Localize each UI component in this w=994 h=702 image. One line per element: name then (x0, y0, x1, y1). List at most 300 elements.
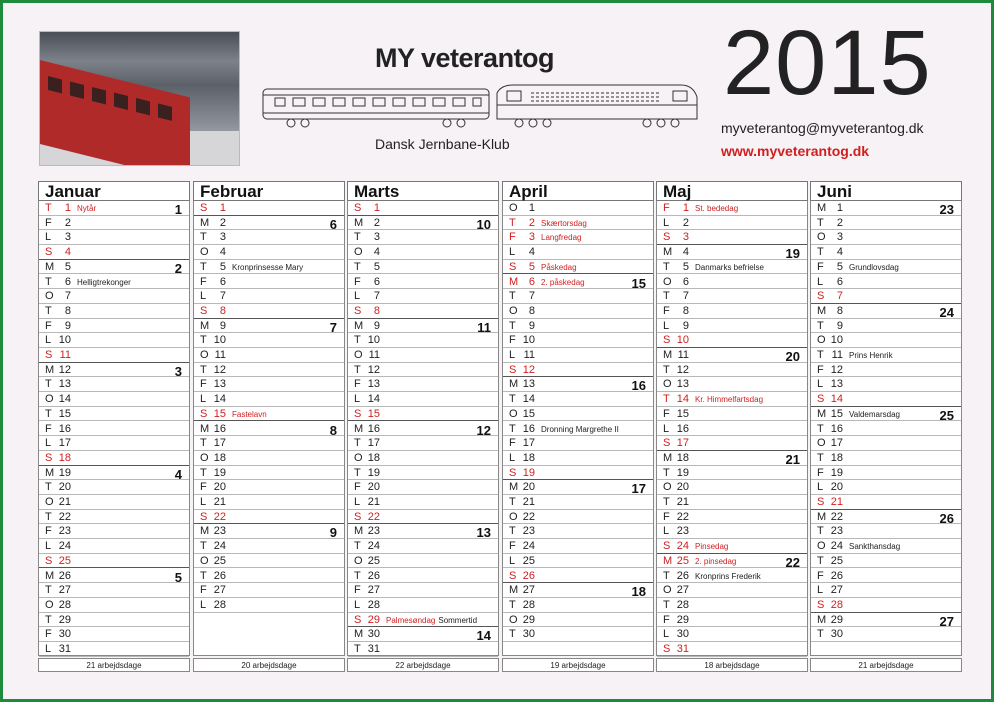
week-number: 17 (631, 481, 646, 497)
holiday-name: Sommertid (438, 615, 478, 625)
day-number: 25 (676, 554, 689, 567)
day-number: 13 (58, 378, 71, 391)
day-list (656, 201, 808, 656)
day-row (348, 451, 498, 466)
weekday-letter: S (354, 510, 362, 523)
holiday-label (849, 408, 900, 422)
week-number: 5 (174, 569, 182, 585)
day-row (503, 363, 653, 378)
workdays-count: 20 arbejdsdage (193, 658, 345, 672)
day-number: 30 (830, 628, 843, 641)
day-row (194, 275, 344, 290)
day-number: 21 (213, 496, 226, 508)
day-number: 28 (676, 598, 689, 611)
day-row (348, 289, 498, 304)
weekday-letter: T (817, 525, 824, 538)
day-number: 3 (682, 231, 689, 244)
weekday-letter: S (45, 246, 53, 259)
holiday-label (695, 393, 763, 407)
day-row (503, 201, 653, 216)
day-row (811, 451, 961, 466)
holiday-label (695, 261, 764, 275)
day-row (503, 304, 653, 319)
weekday-letter: M (354, 628, 364, 641)
day-row (194, 289, 344, 304)
day-number: 25 (830, 554, 843, 567)
day-number: 18 (58, 451, 71, 464)
weekday-letter: T (45, 584, 52, 597)
weekday-letter: O (509, 613, 518, 626)
day-number: 11 (677, 349, 689, 361)
day-row (39, 216, 189, 231)
day-row (39, 436, 189, 451)
day-row (194, 598, 344, 613)
holiday-name: Palmesøndag (386, 615, 436, 625)
weekday-letter: L (45, 437, 52, 450)
weekday-letter: S (817, 393, 825, 406)
day-number: 4 (682, 246, 689, 259)
day-row (39, 407, 189, 422)
day-number: 15 (522, 407, 535, 420)
day-number: 11 (831, 349, 843, 361)
day-number: 9 (682, 319, 689, 332)
week-number: 26 (939, 510, 954, 526)
day-row (194, 539, 344, 554)
day-row (194, 422, 344, 437)
day-row (39, 275, 189, 290)
weekday-letter: T (200, 569, 207, 582)
day-row (348, 627, 498, 642)
weekday-letter: T (817, 422, 824, 435)
weekday-letter: T (354, 334, 361, 347)
day-number: 18 (522, 451, 535, 464)
holiday-name: Skærtorsdag (541, 218, 587, 228)
weekday-letter: S (354, 202, 362, 214)
day-number: 10 (58, 334, 71, 347)
weekday-letter: O (663, 481, 672, 494)
day-number: 28 (830, 598, 843, 611)
day-row (348, 333, 498, 348)
day-row (657, 377, 807, 392)
day-row (503, 377, 653, 392)
day-row (39, 363, 189, 378)
day-row (811, 216, 961, 231)
email-address[interactable]: myveterantog@myveterantog.dk (721, 120, 924, 136)
day-row (503, 230, 653, 245)
day-number: 23 (676, 525, 689, 538)
day-number: 8 (64, 304, 71, 317)
weekday-letter: M (509, 275, 519, 288)
day-row (348, 230, 498, 245)
weekday-letter: F (200, 481, 207, 494)
day-number: 7 (64, 290, 71, 303)
weekday-letter: F (663, 202, 670, 214)
weekday-letter: T (354, 466, 361, 479)
day-row (39, 392, 189, 407)
day-number: 27 (676, 584, 689, 597)
day-list (502, 201, 654, 656)
weekday-letter: O (509, 407, 518, 420)
day-number: 22 (213, 510, 226, 523)
weekday-letter: O (200, 349, 209, 361)
week-number: 10 (476, 216, 491, 232)
website-link[interactable]: www.myveterantog.dk (721, 143, 870, 159)
weekday-letter: T (817, 216, 824, 229)
day-row (657, 304, 807, 319)
day-row (811, 436, 961, 451)
day-number: 16 (58, 422, 71, 435)
day-number: 26 (522, 569, 535, 582)
weekday-letter: M (509, 481, 519, 494)
day-row (39, 480, 189, 495)
day-row (39, 510, 189, 525)
holiday-label (849, 349, 893, 363)
weekday-letter: O (663, 378, 672, 391)
weekday-letter: T (45, 378, 52, 391)
day-number: 29 (522, 613, 535, 626)
day-row (39, 377, 189, 392)
month-column (502, 181, 654, 672)
day-number: 12 (676, 363, 689, 376)
weekday-letter: F (663, 407, 670, 420)
day-row (503, 216, 653, 231)
day-row (194, 407, 344, 422)
day-row (348, 392, 498, 407)
day-row (194, 451, 344, 466)
day-number: 11 (214, 349, 226, 361)
weekday-letter: M (354, 422, 364, 435)
holiday-name: Dronning Margrethe II (541, 424, 619, 434)
weekday-letter: S (200, 304, 208, 317)
day-number: 13 (522, 378, 535, 391)
day-number: 20 (830, 481, 843, 494)
day-number: 14 (522, 393, 535, 406)
holiday-label (695, 202, 738, 216)
day-row (194, 230, 344, 245)
weekday-letter: T (817, 246, 824, 259)
weekday-letter: S (45, 451, 53, 464)
weekday-letter: T (354, 231, 361, 244)
holiday-name: Danmarks befrielse (695, 262, 764, 272)
day-row (39, 495, 189, 510)
day-row (348, 245, 498, 260)
day-number: 10 (830, 334, 843, 347)
day-row (811, 613, 961, 628)
day-number: 15 (676, 407, 689, 420)
day-number: 6 (528, 275, 535, 288)
weekday-letter: S (354, 304, 362, 317)
holiday-name: 2. påskedag (541, 277, 585, 287)
day-number: 24 (367, 540, 380, 553)
day-row (657, 480, 807, 495)
day-row (348, 201, 498, 216)
day-row (503, 524, 653, 539)
weekday-letter: S (200, 510, 208, 523)
day-row (811, 201, 961, 216)
month-name: April (502, 181, 654, 201)
weekday-letter: T (817, 319, 824, 332)
week-number: 22 (785, 554, 800, 570)
day-number: 7 (528, 290, 535, 303)
day-row (503, 480, 653, 495)
day-number: 18 (213, 451, 226, 464)
day-row (811, 583, 961, 598)
week-number: 23 (939, 202, 954, 217)
weekday-letter: F (817, 569, 824, 582)
train-drawing-icon (261, 83, 699, 129)
day-number: 12 (213, 363, 226, 376)
holiday-label (77, 276, 131, 290)
day-row (503, 495, 653, 510)
day-number: 18 (830, 451, 843, 464)
holiday-name: Grundlovsdag (849, 262, 899, 272)
day-row (811, 377, 961, 392)
day-number: 26 (676, 569, 689, 582)
holiday-name: 2. pinsedag (695, 556, 737, 566)
day-number: 2 (836, 216, 843, 229)
day-number: 8 (528, 304, 535, 317)
day-number: 6 (836, 275, 843, 288)
weekday-letter: T (200, 334, 207, 347)
weekday-letter: F (354, 584, 361, 597)
day-row (811, 422, 961, 437)
weekday-letter: L (509, 554, 516, 567)
day-row (657, 436, 807, 451)
holiday-name: Langfredag (541, 233, 582, 243)
weekday-letter: S (509, 569, 517, 582)
month-column (810, 181, 962, 672)
day-number: 8 (836, 304, 843, 317)
holiday-label (232, 261, 303, 275)
day-number: 22 (58, 510, 71, 523)
day-row (39, 289, 189, 304)
week-number: 13 (476, 525, 491, 541)
day-number: 24 (213, 540, 226, 553)
weekday-letter: T (354, 363, 361, 376)
day-number: 12 (58, 363, 71, 376)
week-number: 14 (476, 628, 491, 644)
day-number: 5 (219, 260, 226, 273)
weekday-letter: T (509, 628, 516, 641)
holiday-name: Valdemarsdag (849, 409, 900, 419)
day-row (194, 510, 344, 525)
day-number: 18 (676, 451, 689, 464)
day-row (39, 422, 189, 437)
holiday-label (849, 261, 899, 275)
day-number: 14 (58, 393, 71, 406)
day-row (503, 245, 653, 260)
day-number: 13 (213, 378, 226, 391)
day-row (657, 363, 807, 378)
weekday-letter: M (509, 378, 519, 391)
day-row (657, 569, 807, 584)
day-row (348, 407, 498, 422)
weekday-letter: T (45, 304, 52, 317)
day-number: 20 (367, 481, 380, 494)
day-row (39, 539, 189, 554)
day-number: 23 (58, 525, 71, 538)
day-row (348, 363, 498, 378)
weekday-letter: T (509, 393, 516, 406)
day-number: 15 (58, 407, 71, 420)
weekday-letter: O (817, 231, 826, 244)
weekday-letter: F (663, 304, 670, 317)
weekday-letter: M (663, 246, 673, 259)
day-number: 1 (836, 202, 843, 214)
day-number: 12 (522, 363, 535, 376)
weekday-letter: M (817, 510, 827, 523)
holiday-name: Nytår (77, 204, 97, 213)
holiday-label (77, 202, 96, 216)
holiday-name: St. bededag (695, 204, 739, 213)
workdays-count: 19 arbejdsdage (502, 658, 654, 672)
day-row (348, 554, 498, 569)
day-row (194, 333, 344, 348)
day-row (657, 275, 807, 290)
weekday-letter: S (200, 202, 208, 214)
weekday-letter: S (817, 598, 825, 611)
weekday-letter: S (817, 496, 825, 508)
day-number: 20 (58, 481, 71, 494)
day-number: 29 (830, 613, 843, 626)
day-row (348, 510, 498, 525)
day-row (657, 422, 807, 437)
weekday-letter: L (509, 451, 516, 464)
day-row (657, 642, 807, 657)
day-number: 1 (682, 202, 689, 214)
day-row (503, 569, 653, 584)
day-row (811, 230, 961, 245)
day-number: 15 (367, 407, 380, 420)
weekday-letter: L (354, 290, 361, 303)
day-row (503, 583, 653, 598)
week-number: 2 (174, 260, 182, 276)
day-row (194, 260, 344, 275)
day-row (348, 275, 498, 290)
day-row (39, 451, 189, 466)
day-number: 1 (64, 202, 71, 214)
day-number: 25 (213, 554, 226, 567)
day-row (348, 466, 498, 481)
weekday-letter: T (663, 466, 670, 479)
day-row (503, 554, 653, 569)
weekday-letter: T (817, 451, 824, 464)
weekday-letter: T (45, 202, 52, 214)
weekday-letter: O (509, 304, 518, 317)
week-number: 27 (939, 613, 954, 629)
day-number: 5 (836, 260, 843, 273)
day-number: 9 (528, 319, 535, 332)
weekday-letter: S (45, 554, 53, 567)
day-row (39, 627, 189, 642)
day-row (657, 230, 807, 245)
day-number: 8 (682, 304, 689, 317)
weekday-letter: F (200, 584, 207, 597)
day-row (39, 348, 189, 363)
weekday-letter: T (354, 540, 361, 553)
day-row (503, 260, 653, 275)
day-number: 29 (676, 613, 689, 626)
day-row (39, 598, 189, 613)
day-row (194, 245, 344, 260)
day-row (503, 539, 653, 554)
month-name: Marts (347, 181, 499, 201)
weekday-letter: L (663, 422, 670, 435)
weekday-letter: M (200, 319, 210, 332)
day-number: 20 (213, 481, 226, 494)
day-row (194, 495, 344, 510)
day-number: 27 (830, 584, 843, 597)
weekday-letter: M (200, 422, 210, 435)
day-number: 7 (373, 290, 380, 303)
weekday-letter: O (509, 202, 518, 214)
weekday-letter: T (200, 437, 207, 450)
day-number: 25 (522, 554, 535, 567)
day-number: 12 (830, 363, 843, 376)
day-row (348, 613, 498, 628)
day-row (503, 289, 653, 304)
weekday-letter: T (817, 628, 824, 641)
day-number: 3 (836, 231, 843, 244)
weekday-letter: O (200, 246, 209, 259)
day-number: 14 (367, 393, 380, 406)
day-number: 17 (522, 437, 535, 450)
day-number: 24 (522, 540, 535, 553)
weekday-letter: T (45, 481, 52, 494)
day-number: 14 (830, 393, 843, 406)
day-number: 3 (373, 231, 380, 244)
weekday-letter: M (817, 202, 827, 214)
day-number: 2 (373, 216, 380, 229)
week-number: 20 (785, 349, 800, 364)
day-number: 5 (373, 260, 380, 273)
day-row (39, 583, 189, 598)
day-row (503, 275, 653, 290)
month-column (38, 181, 190, 672)
week-number: 16 (631, 378, 646, 394)
day-number: 1 (528, 202, 535, 214)
weekday-letter: T (354, 260, 361, 273)
day-row (194, 377, 344, 392)
weekday-letter: O (663, 275, 672, 288)
weekday-letter: M (817, 304, 827, 317)
day-row (811, 510, 961, 525)
day-row (657, 407, 807, 422)
holiday-label (849, 540, 900, 554)
holiday-label (541, 261, 577, 275)
weekday-letter: S (663, 334, 671, 347)
day-row (657, 627, 807, 642)
workdays-count: 22 arbejdsdage (347, 658, 499, 672)
weekday-letter: O (817, 334, 826, 347)
day-number: 4 (836, 246, 843, 259)
weekday-letter: O (509, 510, 518, 523)
weekday-letter: O (354, 349, 363, 361)
day-row (348, 583, 498, 598)
day-number: 23 (830, 525, 843, 538)
day-number: 11 (523, 349, 535, 361)
day-number: 9 (219, 319, 226, 332)
weekday-letter: T (45, 613, 52, 626)
day-number: 31 (367, 643, 380, 655)
day-row (657, 598, 807, 613)
week-number: 15 (631, 275, 646, 291)
holiday-name: Prins Henrik (849, 351, 893, 360)
day-number: 25 (58, 554, 71, 567)
day-number: 26 (367, 569, 380, 582)
day-row (811, 466, 961, 481)
day-number: 29 (367, 613, 380, 626)
